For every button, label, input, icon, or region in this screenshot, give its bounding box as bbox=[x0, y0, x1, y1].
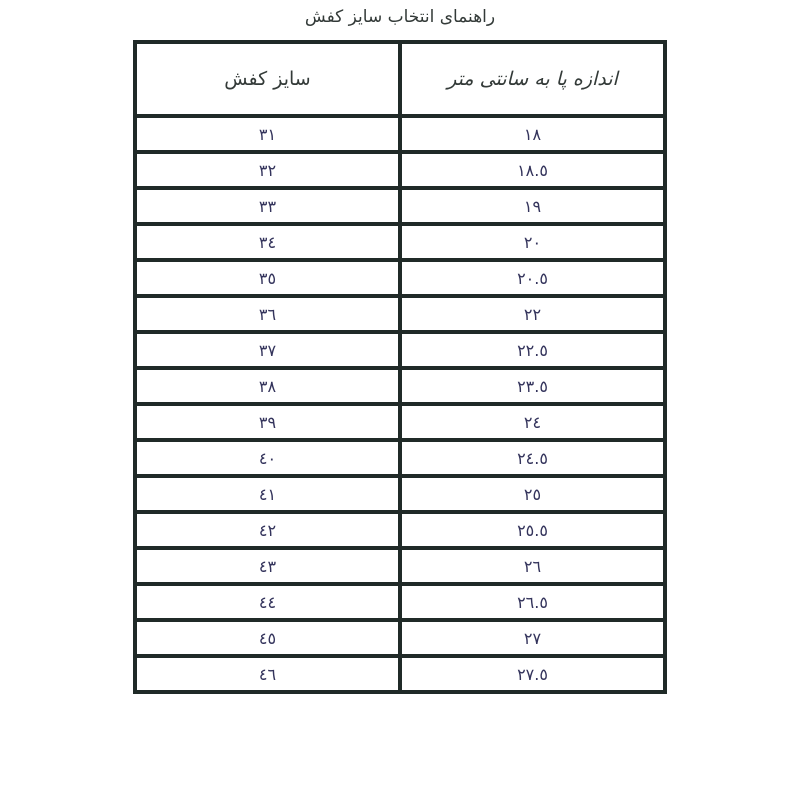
table-row bbox=[135, 260, 665, 296]
table-row bbox=[135, 332, 665, 368]
table-row bbox=[135, 116, 665, 152]
cell-foot-size: ٢٢ bbox=[400, 296, 665, 332]
size-guide-table bbox=[133, 40, 667, 694]
cell-foot-size: ٢٤ bbox=[400, 404, 665, 440]
cell-shoe-size: ٣٣ bbox=[135, 188, 400, 224]
cell-foot-size: ٢٢.٥ bbox=[400, 332, 665, 368]
cell-shoe-size: ٣٤ bbox=[135, 224, 400, 260]
cell-foot-size: ٢٠.٥ bbox=[400, 260, 665, 296]
cell-shoe-size: ٤٢ bbox=[135, 512, 400, 548]
table-row bbox=[135, 404, 665, 440]
table-row bbox=[135, 368, 665, 404]
cell-shoe-size: ٣١ bbox=[135, 116, 400, 152]
cell-shoe-size: ٣٨ bbox=[135, 368, 400, 404]
table-row bbox=[135, 188, 665, 224]
cell-shoe-size: ٤٥ bbox=[135, 620, 400, 656]
table-row bbox=[135, 440, 665, 476]
cell-shoe-size: ٣٢ bbox=[135, 152, 400, 188]
cell-shoe-size: ٣٦ bbox=[135, 296, 400, 332]
table-row bbox=[135, 152, 665, 188]
table-row bbox=[135, 548, 665, 584]
cell-foot-size: ٢٤.٥ bbox=[400, 440, 665, 476]
table-row bbox=[135, 296, 665, 332]
cell-foot-size: ٢٥ bbox=[400, 476, 665, 512]
column-header-shoe-size: سایز کفش bbox=[135, 42, 400, 116]
page-title: راهنمای انتخاب سایز کفش bbox=[304, 7, 496, 27]
size-guide-table-container bbox=[133, 40, 667, 694]
cell-foot-size: ١٨.٥ bbox=[400, 152, 665, 188]
cell-foot-size: ٢٣.٥ bbox=[400, 368, 665, 404]
column-header-foot-size: اندازه پا به سانتی متر bbox=[400, 42, 665, 116]
cell-foot-size: ١٨ bbox=[400, 116, 665, 152]
table-row bbox=[135, 512, 665, 548]
table-row bbox=[135, 656, 665, 692]
cell-foot-size: ٢٥.٥ bbox=[400, 512, 665, 548]
table-row bbox=[135, 476, 665, 512]
table-body bbox=[135, 116, 665, 692]
cell-shoe-size: ٤٦ bbox=[135, 656, 400, 692]
table-row bbox=[135, 224, 665, 260]
cell-shoe-size: ٤٠ bbox=[135, 440, 400, 476]
table-row bbox=[135, 584, 665, 620]
cell-foot-size: ١٩ bbox=[400, 188, 665, 224]
cell-foot-size: ٢٦ bbox=[400, 548, 665, 584]
header-row bbox=[135, 42, 665, 116]
cell-foot-size: ٢٦.٥ bbox=[400, 584, 665, 620]
cell-foot-size: ٢٧.٥ bbox=[400, 656, 665, 692]
cell-shoe-size: ٣٩ bbox=[135, 404, 400, 440]
cell-shoe-size: ٤٤ bbox=[135, 584, 400, 620]
cell-foot-size: ٢٠ bbox=[400, 224, 665, 260]
cell-foot-size: ٢٧ bbox=[400, 620, 665, 656]
cell-shoe-size: ٤١ bbox=[135, 476, 400, 512]
cell-shoe-size: ٣٧ bbox=[135, 332, 400, 368]
table-row bbox=[135, 620, 665, 656]
cell-shoe-size: ٤٣ bbox=[135, 548, 400, 584]
cell-shoe-size: ٣٥ bbox=[135, 260, 400, 296]
